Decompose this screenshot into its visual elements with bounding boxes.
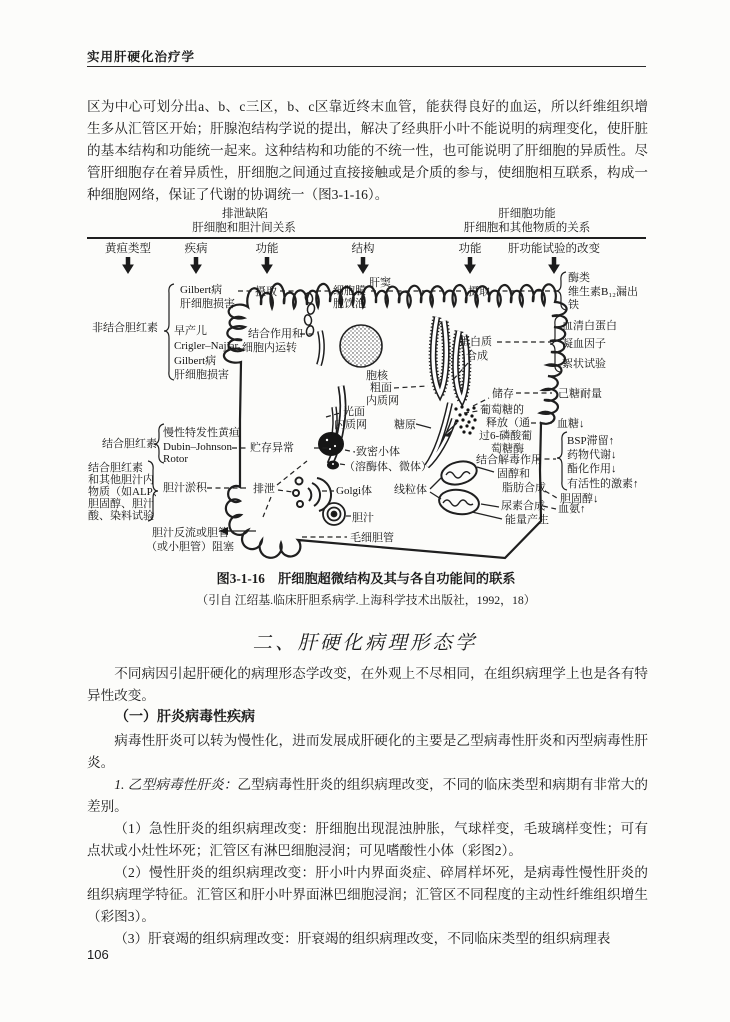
figure-caption: 图3-1-16 肝细胞超微结构及其与各自功能间的联系 — [216, 571, 516, 586]
label-gilbert-2: Gilbert病 — [174, 355, 217, 367]
paragraph-viral-hepatitis: 病毒性肝炎可以转为慢性化，进而发展成肝硬化的主要是乙型病毒性肝炎和丙型病毒性肝炎。 — [87, 733, 648, 770]
label-mitochondria: 线粒体 — [394, 484, 427, 496]
intro-paragraph: 区为中心可划分出a、b、c三区，b、c区靠近终末血管，能获得良好的血运，所以纤维组织增生多从汇管区开始；肝腺泡结构学说的提出，解决了经典肝小叶不能说明的病理变化，使肝脏的基本结构和功能统一起来。这种结构和功能的不统一性，也可能说明了肝细胞的异质性。尽管肝细胞存在着异质性，肝细胞之间通过直接接触或是介质的参与，使细胞相互联系，构成一种细胞网络，保证了代谢的协调统一（图3-1-16）。 — [87, 99, 648, 202]
label-cholesterol: 胆固醇↓ — [560, 493, 599, 505]
glycogen-granules — [454, 405, 476, 434]
figure-source: （引自 江绍基.临床肝胆系病学.上海科学技术出版社，1992，18） — [196, 593, 536, 607]
label-bile: 胆汁 — [352, 512, 374, 524]
group-right-line2: 肝细胞和其他物质的关系 — [463, 222, 591, 234]
paragraph-acute-hepatitis: （1）急性肝炎的组织病理改变：肝细胞出现混浊肿胀，气球样变，毛玻璃样变性；可有点状或小灶性坏死；汇管区有淋巴细胞浸润；可见嗜酸性小体（彩图2）。 — [87, 821, 648, 858]
column-disease: 疾病 — [184, 243, 208, 255]
label-conjugated2-l5: 酸、染料试验 — [88, 510, 154, 522]
sinusoid-label: 肝窦 — [369, 277, 391, 289]
group-right-line1: 肝细胞功能 — [498, 208, 556, 220]
label-esterification: 酯化作用↓ — [567, 463, 617, 475]
label-dense-body-2: （溶酶体、微体） — [344, 461, 432, 473]
label-premature: 早产儿 — [174, 325, 207, 337]
label-rotor: Rotor — [163, 453, 189, 465]
label-conjugated2-l4: 胆固醇、胆汁 — [88, 498, 154, 510]
label-hepatocyte-damage-2: 肝细胞损害 — [174, 369, 229, 381]
column-jaundice-type: 黄疸类型 — [105, 243, 151, 255]
paragraph-chronic-hepatitis: （2）慢性肝炎的组织病理改变：肝小叶内界面炎症、碎屑样坏死，是病毒性慢性肝炎的组织病理学特征。汇管区和肝小叶界面淋巴细胞浸润；汇管区不同程度的主动性纤维组织增生（彩图3）。 — [87, 865, 648, 924]
label-canaliculus: 毛细胆管 — [350, 532, 394, 544]
label-glucose-1: 葡萄糖的 — [480, 404, 524, 416]
label-drug-metabolism: 药物代谢↓ — [567, 449, 617, 461]
label-glucose-2: 释放（通 — [486, 417, 530, 429]
label-conjugation-2: 细胞内运转 — [242, 342, 297, 354]
label-flocculation-test: 絮状试验 — [562, 358, 606, 370]
label-dense-body-1: 致密小体 — [356, 446, 400, 458]
column-liver-tests: 肝功能试验的改变 — [508, 243, 600, 255]
label-conjugated2-l1: 结合胆红素 — [88, 462, 143, 474]
label-glucose-3: 过6-磷酸葡 — [479, 430, 533, 442]
mitochondria — [438, 458, 481, 517]
brace-bsp — [557, 432, 567, 490]
nucleus — [340, 325, 382, 367]
label-chronic-idiopathic-jaundice: 慢性特发性黄疸 — [163, 427, 240, 439]
label-nucleus: 胞核 — [366, 370, 388, 382]
group-left-line2: 肝细胞和胆汁间关系 — [192, 222, 296, 234]
label-glycogen: 糖原 — [394, 419, 416, 431]
hepatitis-b-body: 乙型病毒性肝炎的组织病理改变，不同的临床类型和病期有非常大的差别。 — [87, 777, 649, 814]
label-conjugated2-l3: 物质（如ALP、 — [88, 486, 164, 498]
paragraph-hepatitis-b — [87, 774, 648, 818]
label-protein-2: 合成 — [466, 350, 488, 362]
label-dubin-johnson: Dubin–Johnson — [163, 441, 233, 453]
brace-unconjugated — [164, 284, 174, 380]
page-number: 106 — [87, 947, 109, 962]
label-conjugation-1: 结合作用和 — [248, 328, 303, 340]
label-gilbert-1: Gilbert病 — [180, 284, 223, 296]
label-hepatocyte-damage-1: 肝细胞损害 — [180, 298, 235, 310]
label-uptake-left: 摄取 — [255, 286, 277, 298]
column-structure: 结构 — [351, 243, 375, 255]
group-left-line1: 排泄缺陷 — [222, 208, 268, 220]
label-store: 储存 — [492, 388, 514, 400]
label-smooth-er-1: 光面 — [343, 406, 365, 418]
label-serum-albumin: 血清白蛋白 — [562, 320, 617, 332]
label-smooth-er-2: 内质网 — [334, 419, 367, 431]
label-reflux-l1: 胆汁反流或胆管 — [152, 527, 229, 539]
label-urea: 尿素合成 — [501, 500, 545, 512]
running-head: 实用肝硬化治疗学 — [87, 50, 196, 64]
column-function-right: 功能 — [458, 243, 482, 255]
label-clotting-factors: 凝血因子 — [562, 338, 606, 350]
label-sterol-2: 脂肪合成 — [502, 482, 546, 494]
bile-whorl — [323, 503, 345, 525]
label-rough-er-2: 内质网 — [366, 395, 399, 407]
label-golgi: Golgi体 — [336, 485, 373, 497]
pinocytotic-vesicles — [304, 292, 316, 337]
label-iron: 铁 — [568, 299, 579, 311]
label-uptake-right: 摄取 — [468, 286, 490, 298]
subsection-heading: （一）肝炎病毒性疾病 — [115, 710, 255, 725]
down-arrow-icons — [123, 257, 559, 273]
label-excretion: 排泄 — [253, 483, 275, 495]
paragraph-liver-failure: （3）肝衰竭的组织病理改变：肝衰竭的组织病理改变，不同临床类型的组织病理表 — [114, 931, 611, 946]
label-reflux-l2: （或小胆管）阻塞 — [146, 541, 234, 553]
label-hexose-tolerance: 己糖耐量 — [558, 388, 602, 400]
label-protein-1: 蛋白质 — [459, 336, 492, 348]
label-conjugated2-l2: 和其他胆汁内 — [88, 474, 154, 486]
section-heading: 二、肝硬化病理形态学 — [252, 633, 478, 654]
label-rough-er-1: 粗面 — [370, 382, 392, 394]
label-pinocytosis: 胞饮泡 — [333, 298, 366, 310]
label-enzymes: 酶类 — [568, 272, 590, 284]
label-membrane: 细胞膜 — [333, 285, 366, 297]
label-bsp-retention: BSP滞留↑ — [567, 435, 615, 447]
label-blood-sugar: 血糖↓ — [557, 418, 585, 430]
label-vitamin-b12: 维生素B₁₂漏出 — [568, 286, 639, 298]
hepatitis-b-lead: 1. 乙型病毒性肝炎： — [114, 777, 238, 792]
label-conjugated-bilirubin: 结合胆红素 — [102, 438, 157, 450]
label-blood-ammonia: 血氨↑ — [558, 503, 586, 515]
label-active-hormones: 有活性的激素↑ — [567, 478, 639, 490]
label-detox: 结合解毒作用 — [476, 454, 542, 466]
label-unconjugated-bilirubin: 非结合胆红素 — [92, 322, 158, 334]
label-glucose-4: 萄糖酶 — [491, 443, 524, 455]
label-sterol-1: 固醇和 — [497, 468, 530, 480]
label-energy: 能量产生 — [505, 514, 549, 526]
label-cholestasis: 胆汁淤积 — [163, 482, 207, 494]
label-storage-abnormal: 贮存异常 — [250, 442, 294, 454]
paragraph-overview: 不同病因引起肝硬化的病理形态学改变，在外观上不尽相同，在组织病理学上也是各有特异性改变。 — [87, 666, 648, 703]
label-crigler-najjar: Crigler–Najjar — [174, 340, 239, 352]
column-function-left: 功能 — [255, 243, 279, 255]
